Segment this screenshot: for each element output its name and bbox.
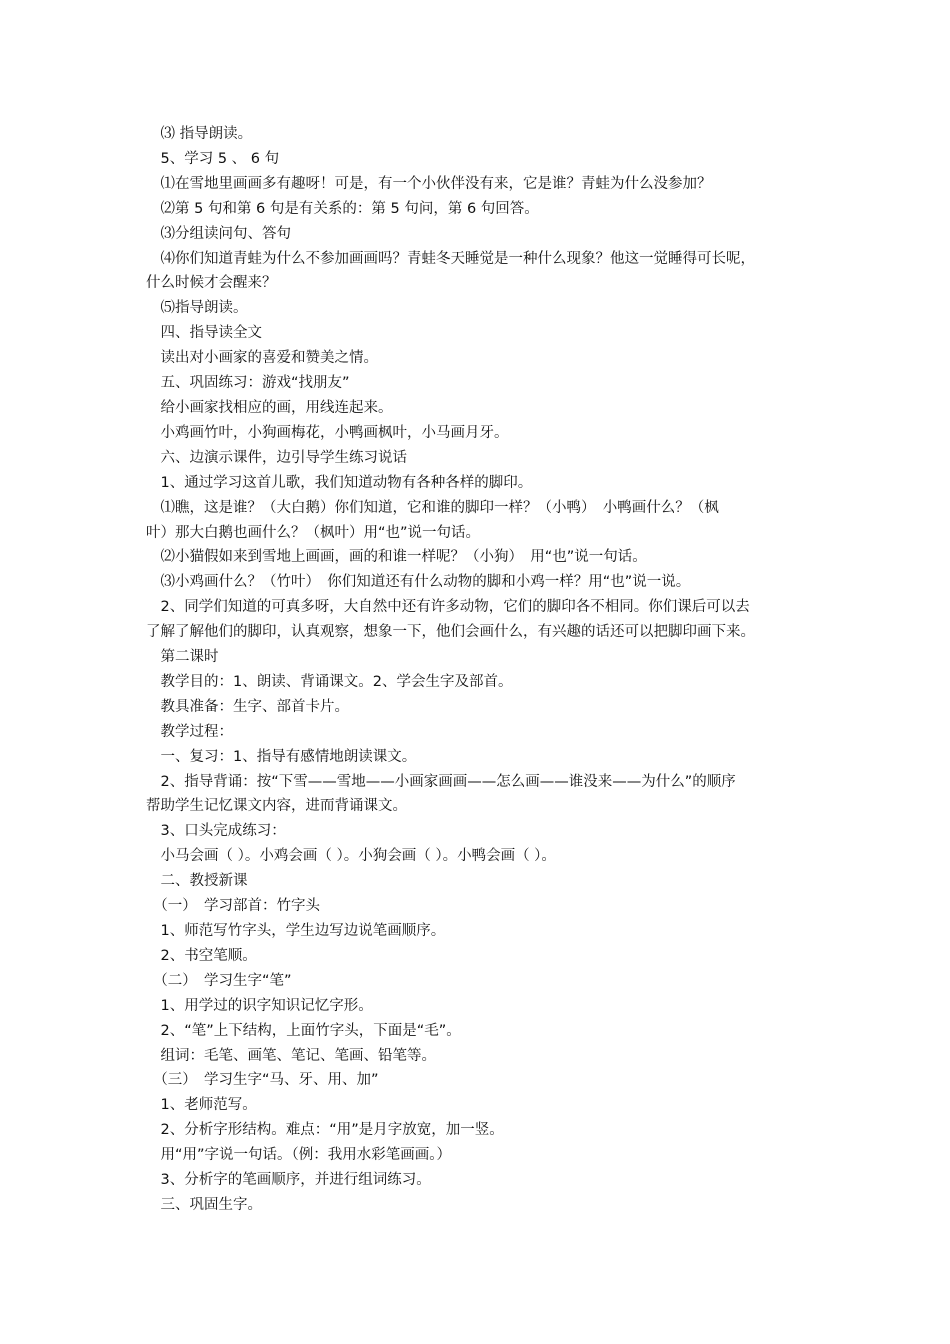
text-line: 组词：毛笔、画笔、笔记、笔画、铅笔等。 [146,1047,436,1064]
text-line: 2、书空笔顺。 [146,947,257,964]
text-line: 2、“笔”上下结构，上面竹字头，下面是“毛”。 [146,1022,461,1039]
section-heading: 五、巩固练习：游戏“找朋友” [146,375,350,392]
text-line: 1、老师范写。 [146,1097,257,1114]
text-line: 5、学习 5 、 6 句 [146,150,280,167]
text-line: 给小画家找相应的画，用线连起来。 [146,399,393,416]
text-line: ⑴瞧，这是谁？（大白鹅）你们知道，它和谁的脚印一样？（小鸭） 小鸭画什么？（枫 [146,499,719,516]
subsection-heading: （三） 学习生字“马、牙、用、加” [146,1072,379,1089]
lesson-heading: 第二课时 [146,649,219,666]
text-line: ⑸指导朗读。 [146,300,248,317]
text-line: 1、师范写竹字头，学生边写边说笔画顺序。 [146,923,446,939]
text-line: 小鸡画竹叶，小狗画梅花，小鸭画枫叶，小马画月牙。 [146,424,509,441]
text-line: ⑴在雪地里画画多有趣呀！可是，有一个小伙伴没有来，它是谁？青蛙为什么没参加？ [146,175,712,192]
text-line: 1、通过学习这首儿歌，我们知道动物有各种各样的脚印。 [146,474,533,491]
subsection-heading: （一） 学习部首：竹字头 [146,898,320,915]
text-line: 读出对小画家的喜爱和赞美之情。 [146,350,378,367]
text-line: 1、用学过的识字知识记忆字形。 [146,997,373,1014]
text-line: 了解了解他们的脚印，认真观察，想象一下，他们会画什么，有兴趣的话还可以把脚印画下来。 [146,624,755,641]
text-line: 2、同学们知道的可真多呀，大自然中还有许多动物，它们的脚印各不相同。你们课后可以去 [146,599,750,616]
text-line: ⑶小鸡画什么？（竹叶） 你们知道还有什么动物的脚和小鸡一样？用“也”说一说。 [146,574,691,591]
text-line: ⑶ 指导朗读。 [146,126,253,142]
section-heading: 二、教授新课 [146,873,248,890]
section-heading: 一、复习：1、指导有感情地朗读课文。 [146,748,417,765]
text-line: 小马会画（ ）。小鸡会画（ ）。小狗会画（ ）。小鸭会画（ ）。 [146,848,556,865]
text-line: ⑵小猫假如来到雪地上画画，画的和谁一样呢？（小狗） 用“也”说一句话。 [146,549,647,566]
text-line: 教学过程： [146,723,233,740]
text-line: 什么时候才会醒来？ [146,275,277,292]
text-line: 用“用”字说一句话。（例：我用水彩笔画画。） [146,1147,452,1164]
subsection-heading: （二） 学习生字“笔” [146,972,292,989]
document-body [146,122,810,1218]
text-line: 教学目的：1、朗读、背诵课文。2、学会生字及部首。 [146,673,513,690]
text-line: 叶）那大白鹅也画什么？（枫叶）用“也”说一句话。 [146,524,481,541]
section-heading: 六、边演示课件，边引导学生练习说话 [146,449,407,466]
text-line: 帮助学生记忆课文内容，进而背诵课文。 [146,798,407,815]
text-line: ⑶分组读问句、答句 [146,225,291,242]
text-line: 教具准备：生字、部首卡片。 [146,698,349,715]
text-line: ⑷你们知道青蛙为什么不参加画画吗？青蛙冬天睡觉是一种什么现象？他这一觉睡得可长呢， [146,250,755,267]
text-line: 3、口头完成练习： [146,823,286,840]
section-heading: 三、巩固生字。 [146,1196,262,1213]
text-line: ⑵第 5 句和第 6 句是有关系的：第 5 句问，第 6 句回答。 [146,200,539,217]
text-line: 3、分析字的笔画顺序，并进行组词练习。 [146,1172,431,1189]
text-line: 2、分析字形结构。难点：“用”是月字放宽，加一竖。 [146,1122,504,1139]
text-line: 2、指导背诵：按“下雪——雪地——小画家画画——怎么画——谁没来——为什么”的顺序 [146,773,736,790]
section-heading: 四、指导读全文 [146,325,262,342]
